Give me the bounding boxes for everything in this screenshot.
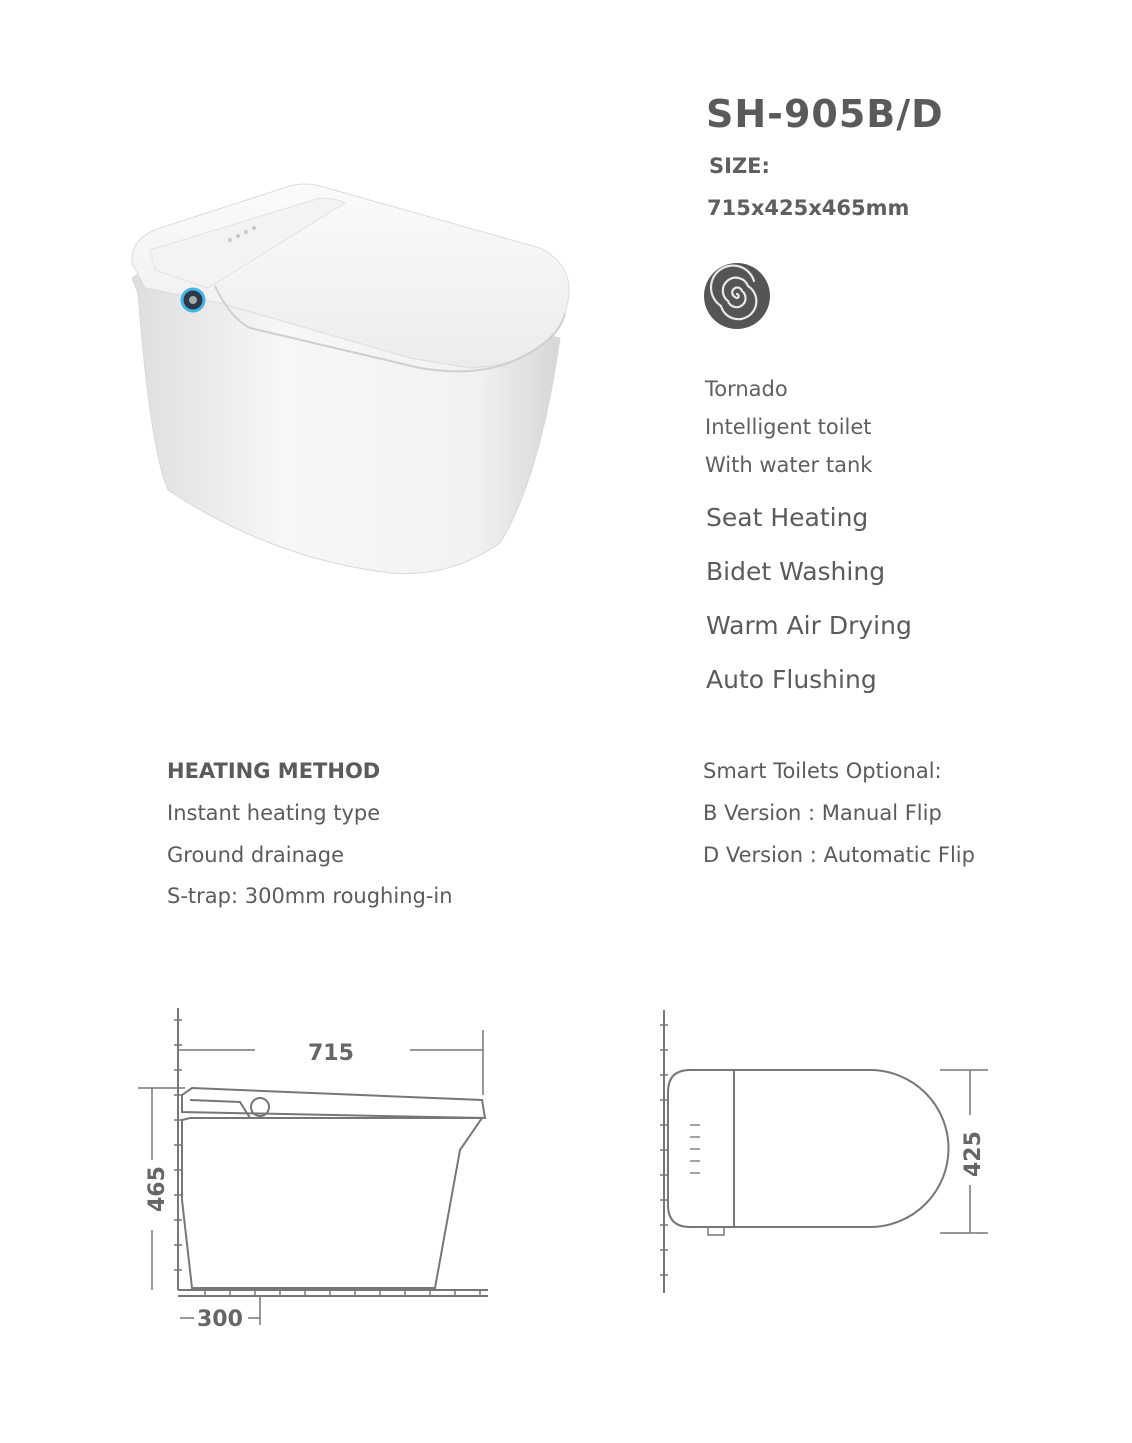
size-value: 715x425x465mm [707, 196, 910, 220]
size-label: SIZE: [709, 154, 770, 178]
description-line-2: Intelligent toilet [705, 415, 872, 439]
feature-warm-air-drying: Warm Air Drying [706, 611, 912, 640]
heating-line-1: Instant heating type [167, 801, 381, 825]
heating-line-3: S-trap: 300mm roughing-in [167, 884, 453, 908]
dim-height: 465 [145, 1166, 170, 1212]
option-d-version: D Version : Automatic Flip [703, 843, 975, 867]
options-title: Smart Toilets Optional: [703, 759, 942, 783]
dim-width: 425 [961, 1131, 986, 1177]
toilet-product-image [120, 178, 580, 588]
feature-auto-flushing: Auto Flushing [706, 665, 877, 694]
description-line-3: With water tank [705, 453, 873, 477]
side-view-drawing [130, 1000, 500, 1340]
heating-method-title: HEATING METHOD [167, 759, 381, 783]
feature-bidet-washing: Bidet Washing [706, 557, 886, 586]
model-number: SH-905B/D [706, 92, 944, 136]
tornado-swirl-icon [703, 262, 771, 330]
dim-length: 715 [308, 1041, 354, 1066]
feature-seat-heating: Seat Heating [706, 503, 869, 532]
description-line-1: Tornado [705, 377, 788, 401]
option-b-version: B Version : Manual Flip [703, 801, 942, 825]
dim-rough-in: 300 [197, 1307, 243, 1332]
heating-line-2: Ground drainage [167, 843, 345, 867]
top-view-drawing [650, 1005, 1000, 1305]
